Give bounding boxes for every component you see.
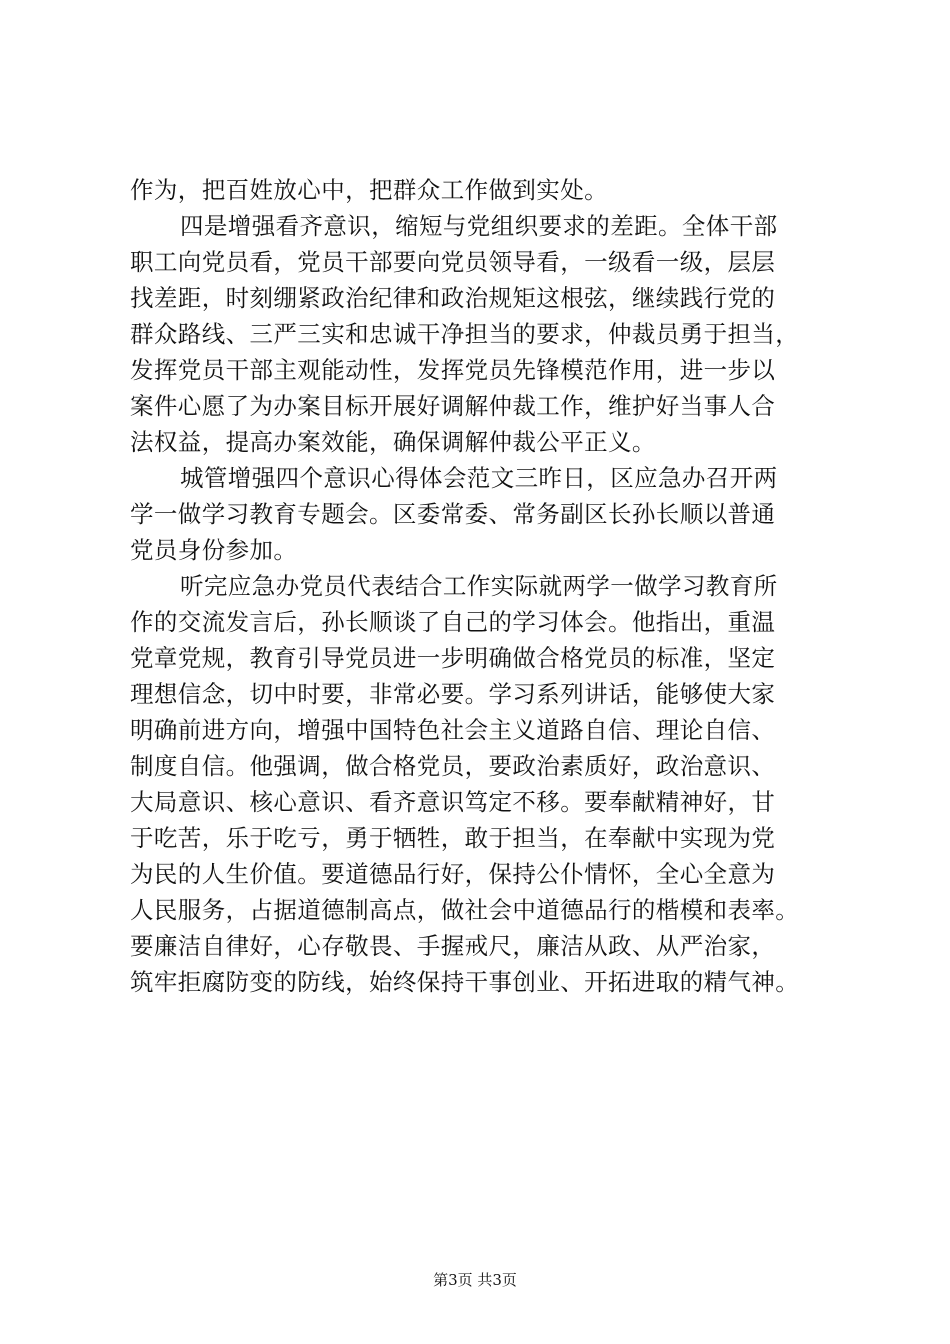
paragraph xyxy=(130,460,850,568)
text-line: 党章党规，教育引导党员进一步明确做合格党员的标准，坚定 xyxy=(130,644,776,672)
paragraph xyxy=(130,172,850,208)
text-line: 明确前进方向，增强中国特色社会主义道路自信、理论自信、 xyxy=(130,716,776,744)
text-line: 党员身份参加。 xyxy=(130,536,298,564)
text-line: 人民服务，占据道德制高点，做社会中道德品行的楷模和表率。 xyxy=(130,896,800,924)
text-line: 法权益，提高办案效能，确保调解仲裁公平正义。 xyxy=(130,428,656,456)
text-line: 找差距，时刻绷紧政治纪律和政治规矩这根弦，继续践行党的 xyxy=(130,284,776,312)
text-line: 筑牢拒腐防变的防线，始终保持干事创业、开拓进取的精气神。 xyxy=(130,968,800,996)
text-line: 为民的人生价值。要道德品行好，保持公仆情怀，全心全意为 xyxy=(130,860,776,888)
page-number-footer: 第3页 共3页 xyxy=(433,1271,517,1289)
text-line: 学一做学习教育专题会。区委常委、常务副区长孙长顺以普通 xyxy=(130,500,776,528)
document-body xyxy=(130,172,850,1000)
text-line: 听完应急办党员代表结合工作实际就两学一做学习教育所 xyxy=(180,572,778,600)
text-line: 于吃苦，乐于吃亏，勇于牺牲，敢于担当，在奉献中实现为党 xyxy=(130,824,776,852)
text-line: 城管增强四个意识心得体会范文三昨日，区应急办召开两 xyxy=(180,464,778,492)
text-line: 作为，把百姓放心中，把群众工作做到实处。 xyxy=(130,176,608,204)
text-line: 制度自信。他强调，做合格党员，要政治素质好，政治意识、 xyxy=(130,752,776,780)
paragraph xyxy=(130,568,850,1000)
text-line: 群众路线、三严三实和忠诚干净担当的要求，仲裁员勇于担当， xyxy=(130,320,800,348)
text-line: 大局意识、核心意识、看齐意识笃定不移。要奉献精神好，甘 xyxy=(130,788,776,816)
text-line: 理想信念，切中时要，非常必要。学习系列讲话，能够使大家 xyxy=(130,680,776,708)
text-line: 发挥党员干部主观能动性，发挥党员先锋模范作用，进一步以 xyxy=(130,356,776,384)
text-line: 四是增强看齐意识，缩短与党组织要求的差距。全体干部 xyxy=(180,212,778,240)
paragraph xyxy=(130,208,850,460)
text-line: 职工向党员看，党员干部要向党员领导看，一级看一级，层层 xyxy=(130,248,776,276)
text-line: 作的交流发言后，孙长顺谈了自己的学习体会。他指出，重温 xyxy=(130,608,776,636)
text-line: 要廉洁自律好，心存敬畏、手握戒尺，廉洁从政、从严治家， xyxy=(130,932,776,960)
text-line: 案件心愿了为办案目标开展好调解仲裁工作，维护好当事人合 xyxy=(130,392,776,420)
